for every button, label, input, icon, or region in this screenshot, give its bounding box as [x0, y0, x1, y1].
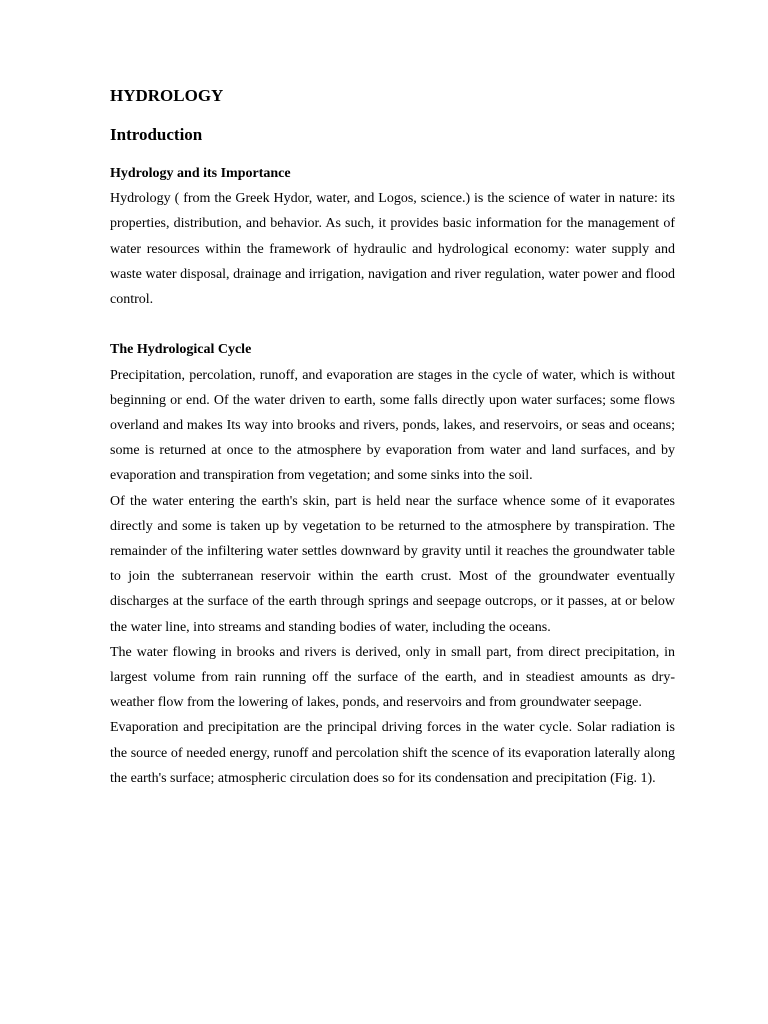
paragraph-cycle-4: Evaporation and precipitation are the principal driving forces in the water cycle. Solar radiation is the source of needed energy, runoff and percolation shift the scence of its evaporation laterally along the earth's surface; atmospheric circulation does so for its condensation and precipitation (Fig. 1). — [110, 720, 675, 786]
subsection-hydrological-cycle — [110, 337, 675, 791]
paragraph-importance-1: Hydrology ( from the Greek Hydor, water, and Logos, science.) is the science of water in nature: its properties, distribution, and behavior. As such, it provides basic information for the management of water resources within the framework of hydraulic and hydrological economy: water supply and waste water disposal, drainage and irrigation, navigation and river regulation, water power and flood control. — [110, 191, 675, 308]
section-title-introduction: Introduction — [110, 125, 203, 144]
subsection-hydrology-importance — [110, 161, 675, 312]
paragraph-cycle-3: The water flowing in brooks and rivers is derived, only in small part, from direct precipitation, in largest volume from rain running off the surface of the earth, and in steadiest amounts as dry-weather flow from the lowering of lakes, ponds, and reservoirs and from groundwater seepage. — [110, 644, 675, 711]
paragraph-cycle-1: Precipitation, percolation, runoff, and evaporation are stages in the cycle of water, which is without beginning or end. Of the water driven to earth, some falls directly upon water surfaces; some flows overland and makes Its way into brooks and rivers, ponds, lakes, and reservoirs, or seas and oceans; some is returned at once to the atmosphere by evaporation from water and land surfaces, and by evaporation and transpiration from vegetation; and some sinks into the soil. — [110, 367, 675, 484]
paragraph-cycle-2: Of the water entering the earth's skin, part is held near the surface whence some of it evaporates directly and some is taken up by vegetation to be returned to the atmosphere by transpiration. The remainder of the infiltering water settles downward by gravity until it reaches the groundwater table to join the subterranean reservoir within the earth crust. Most of the groundwater eventually discharges at the surface of the earth through springs and seepage outcrops, or it passes, at or below the water line, into streams and standing bodies of water, including the oceans. — [110, 493, 675, 635]
document-page — [110, 84, 675, 791]
subsection-heading-cycle: The Hydrological Cycle — [110, 342, 252, 358]
document-title: HYDROLOGY — [110, 86, 224, 105]
subsection-heading-importance: Hydrology and its Importance — [110, 166, 291, 181]
